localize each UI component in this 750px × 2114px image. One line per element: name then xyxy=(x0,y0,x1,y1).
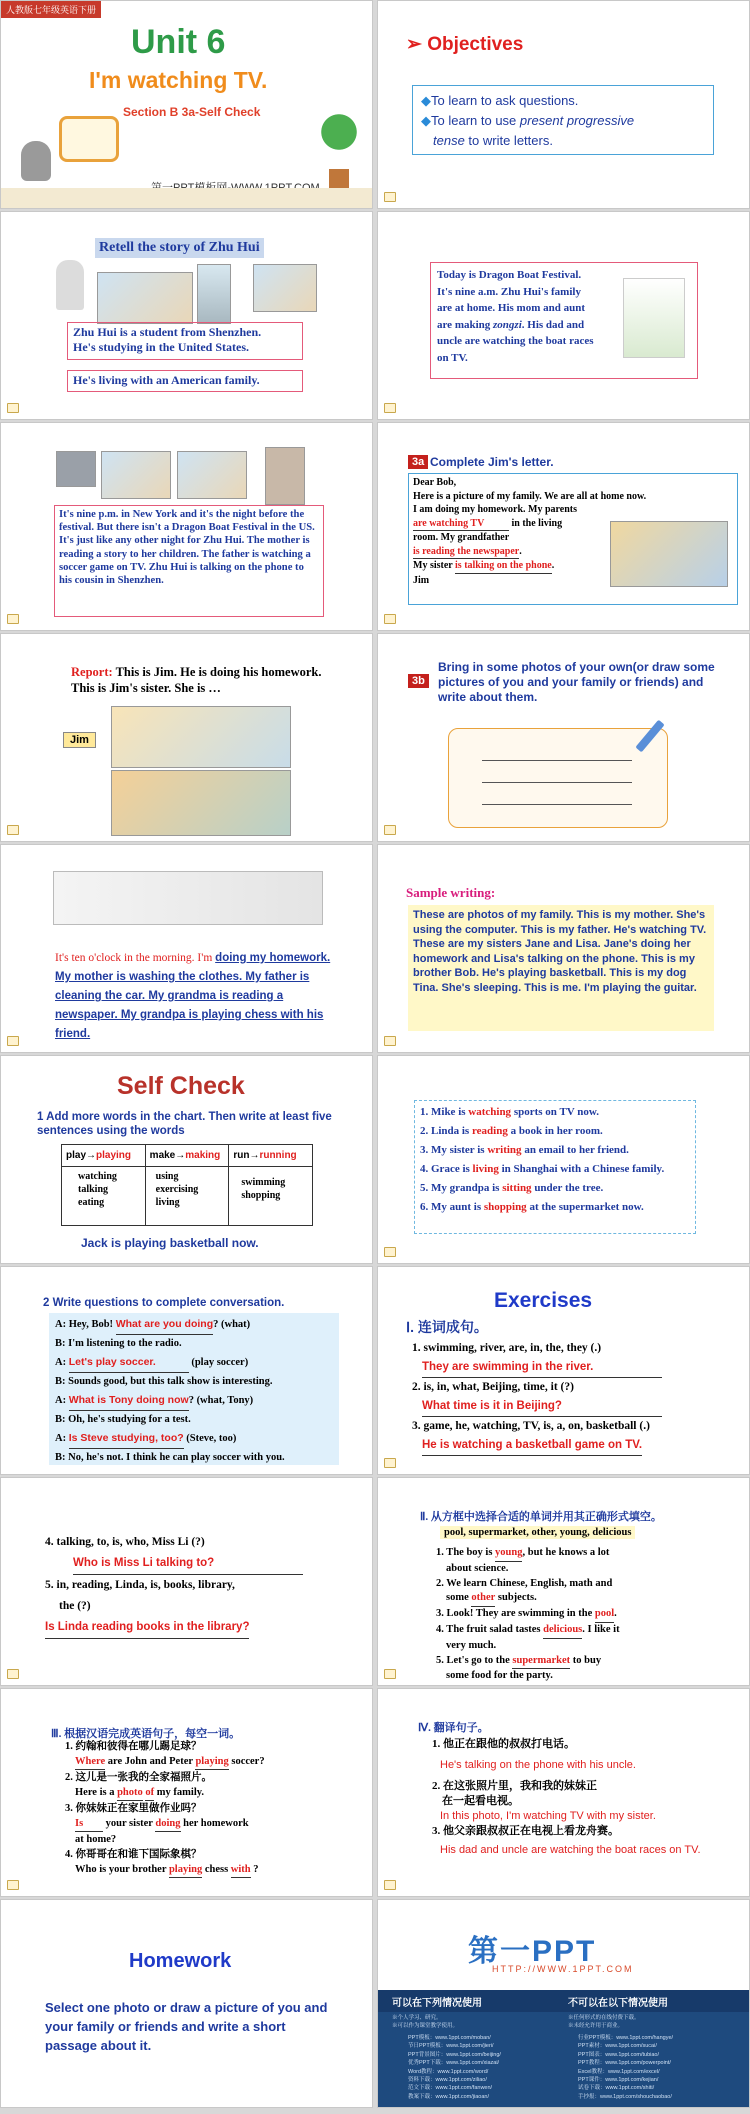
link[interactable]: PPT素材：www.1ppt.com/sucai/ xyxy=(578,2043,657,2050)
slide-12-sentences[interactable] xyxy=(377,1055,750,1264)
sentence-5: 5. My grandpa is sitting under the tree. xyxy=(420,1182,604,1194)
exercise-q5: 5. in, reading, Linda, is, books, library, xyxy=(45,1579,235,1591)
brand-url: HTTP://WWW.1PPT.COM xyxy=(492,1964,634,1974)
fill-item-3: 3. Look! They are swimming in the pool. xyxy=(436,1607,736,1623)
complete-answer-1a[interactable]: Where xyxy=(75,1754,105,1770)
complete-en-4: Who is your brother playing chess with ? xyxy=(65,1862,355,1878)
conversation-answer-3[interactable]: What is Tony doing now xyxy=(69,1391,189,1411)
page-icon xyxy=(384,192,396,202)
objectives-heading: ➢ Objectives xyxy=(406,34,524,55)
allowed-notes: ※个人学习、研究。 ※可以作为课堂教学使用。 xyxy=(392,2015,459,2029)
scroll-line-3 xyxy=(482,804,632,805)
page-icon xyxy=(7,825,19,835)
link[interactable]: PPT图表：www.1ppt.com/tubiao/ xyxy=(578,2051,660,2058)
word-chart xyxy=(61,1144,313,1226)
diamond-icon: ◆ xyxy=(421,93,431,108)
conversation-line-5: A: What is Tony doing now? (what, Tony) xyxy=(55,1391,333,1411)
letter-heading: Complete Jim's letter. xyxy=(430,455,554,469)
homework-heading: Homework xyxy=(129,1950,232,1972)
page-icon xyxy=(384,614,396,624)
chart-word: talking xyxy=(78,1184,109,1195)
retell-line-3: He's living with an American family. xyxy=(73,373,260,387)
complete-answer-2a[interactable]: photo xyxy=(117,1785,143,1801)
translate-answer-1: He's talking on the phone with his uncle. xyxy=(440,1759,636,1771)
exercise-block xyxy=(412,1339,732,1456)
tv-illustration xyxy=(59,116,119,162)
chart-word: exercising xyxy=(155,1184,199,1195)
complete-cn-1: 1. 约翰和彼得在哪儿踢足球？ xyxy=(65,1741,202,1752)
page-icon xyxy=(7,1036,19,1046)
complete-en-2: Here is a photo of my family. xyxy=(65,1785,355,1801)
slide-14-exercises[interactable] xyxy=(377,1266,750,1475)
page-icon xyxy=(384,825,396,835)
conversation-answer-4[interactable]: Is Steve studying, too? xyxy=(69,1429,184,1449)
slide-20-ad[interactable] xyxy=(377,1899,750,2108)
letter-line-5: room. My grandfather xyxy=(413,532,510,543)
chart-word: living xyxy=(155,1197,180,1208)
objective-2: ◆To learn to use present progressive tense to write letters. xyxy=(421,113,635,148)
slide-5-new-york[interactable] xyxy=(0,422,373,631)
conversation-line-2: B: I'm listening to the radio. xyxy=(55,1337,182,1349)
family-room-illustration xyxy=(111,770,291,836)
cat-illustration xyxy=(21,141,51,181)
page-icon xyxy=(7,614,19,624)
plant-illustration xyxy=(319,111,359,171)
conversation-instruction: 2 Write questions to complete conversation. xyxy=(43,1297,285,1309)
chart-word: shopping xyxy=(241,1190,281,1201)
zongzi-illustration xyxy=(623,278,685,358)
conversation-line-4: B: Sounds good, but this talk show is interesting. xyxy=(55,1375,273,1387)
sentence-4: 4. Grace is living in Shanghai with a Chinese family. xyxy=(420,1163,665,1175)
translate-cn-3: 3. 他父亲跟叔叔正在电视上看龙舟赛。 xyxy=(432,1825,619,1837)
sample-box xyxy=(408,905,714,1031)
self-check-heading: Self Check xyxy=(117,1072,245,1100)
page-icon xyxy=(384,1036,396,1046)
fill-answer-5[interactable]: supermarket xyxy=(512,1654,570,1670)
translate-cn-1: 1. 他正在跟他的叔叔打电话。 xyxy=(432,1738,575,1750)
example-text xyxy=(55,949,335,1044)
link[interactable]: Excel教程：www.1ppt.com/excel/ xyxy=(578,2068,660,2075)
lesson-title: I'm watching TV. xyxy=(89,67,268,93)
page-icon xyxy=(384,1458,396,1468)
letter-line-4: are watching TV in the living xyxy=(413,517,733,532)
sample-text: These are photos of my family. This is my mother. She's using the computer. This is my father. He's watching TV. These are my sisters Jane and Lisa. Jane's doing her homework and Lisa's talking on the phone. This is my brother Bob. He's playing basketball. This is my dog Tina. She's sleeping. This is me. I'm playing the guitar. xyxy=(413,909,707,994)
slide-2-objectives[interactable] xyxy=(377,0,750,209)
exercises-subheading: Ⅰ. 连词成句。 xyxy=(406,1319,488,1335)
self-check-example: Jack is playing basketball now. xyxy=(81,1236,259,1250)
fill-item-4: 4. The fruit salad tastes delicious. I like it xyxy=(436,1623,736,1639)
self-check-instruction: 1 Add more words in the chart. Then write at least five sentences using the words xyxy=(37,1111,332,1137)
scroll-line-1 xyxy=(482,760,632,761)
link[interactable]: 范文下载：www.1ppt.com/fanwen/ xyxy=(408,2085,493,2092)
jim-room-illustration xyxy=(111,706,291,768)
allowed-title: 可以在下列情况使用 xyxy=(392,1998,482,2009)
conversation-line-1: A: Hey, Bob! What are you doing? (what) xyxy=(55,1315,333,1335)
page-icon xyxy=(384,1880,396,1890)
letter-line-3: I am doing my homework. My parents xyxy=(413,504,577,515)
word-bank: pool, supermarket, other, young, delicious xyxy=(440,1526,635,1539)
chart-word: using xyxy=(155,1171,179,1182)
link[interactable]: 教案下载：www.1ppt.com/jiaoan/ xyxy=(408,2093,489,2100)
slide-4-festival[interactable] xyxy=(377,211,750,420)
objectives-box xyxy=(412,85,714,155)
report-body: This is Jim. He is doing his homework. This is Jim's sister. She is … xyxy=(71,665,322,695)
fill-item-2: 2. We learn Chinese, English, math and xyxy=(436,1577,613,1589)
textbook-badge: 人教版七年级英语下册 xyxy=(1,1,101,18)
complete-cn-3: 3. 你妹妹正在家里做作业吗？ xyxy=(65,1803,202,1814)
exercise-block-2 xyxy=(45,1532,355,1639)
exercise-q4: 4. talking, to, is, who, Miss Li (?) xyxy=(45,1536,205,1548)
report-label: Report: xyxy=(71,665,113,679)
slide-1-title[interactable] xyxy=(0,0,373,209)
disallowed-title: 不可以在以下情况使用 xyxy=(568,1998,668,2009)
link[interactable]: 优秀PPT下载：www.1ppt.com/xiazai/ xyxy=(408,2060,500,2067)
slide-3-retell[interactable] xyxy=(0,211,373,420)
retell-line-2: He's studying in the United States. xyxy=(73,340,250,354)
campus-photo xyxy=(97,272,193,324)
slide-7-report[interactable] xyxy=(0,633,373,842)
chart-col-3-head: run→running xyxy=(229,1145,312,1167)
new-york-box xyxy=(54,505,324,617)
slide-6-letter[interactable] xyxy=(377,422,750,631)
festival-line-2: It's nine a.m. Zhu Hui's family xyxy=(437,285,581,298)
translate-items xyxy=(432,1737,732,1858)
link[interactable]: PPT课件：www.1ppt.com/kejian/ xyxy=(578,2077,659,2084)
slide-18-translate[interactable] xyxy=(377,1688,750,1897)
diamond-icon: ◆ xyxy=(421,113,431,128)
chart-col-3 xyxy=(229,1145,312,1225)
sentence-1: 1. Mike is watching sports on TV now. xyxy=(420,1106,599,1118)
slide-17-translate-complete[interactable] xyxy=(0,1688,373,1897)
slide-16-fill-in[interactable] xyxy=(377,1477,750,1686)
scroll-line-2 xyxy=(482,782,632,783)
link[interactable]: 试卷下载：www.1ppt.com/shiti/ xyxy=(578,2085,655,2092)
fill-answer-4[interactable]: delicious xyxy=(543,1623,582,1639)
chart-col-1-head: play→playing xyxy=(62,1145,145,1167)
activity-sketches xyxy=(53,871,323,925)
fill-in-items xyxy=(436,1546,736,1684)
conversation-line-7: A: Is Steve studying, too? (Steve, too) xyxy=(55,1429,333,1449)
chart-word: watching xyxy=(78,1171,117,1182)
translate-cn-2b: 在一起看电视。 xyxy=(442,1795,519,1807)
conversation-box xyxy=(49,1313,339,1465)
fill-answer-1[interactable]: young xyxy=(495,1546,522,1562)
paper-scroll xyxy=(448,728,668,828)
fill-in-heading: Ⅱ. 从方框中选择合适的单词并用其正确形式填空。 xyxy=(420,1511,662,1523)
homework-text: Select one photo or draw a picture of you and your family or friends and write a short passage about it. xyxy=(45,2000,328,2053)
slide-10-sample[interactable] xyxy=(377,844,750,1053)
slide-15-exercises-cont[interactable] xyxy=(0,1477,373,1686)
conversation-line-6: B: Oh, he's studying for a test. xyxy=(55,1413,191,1425)
letter-signature: Jim xyxy=(413,574,430,586)
page-icon xyxy=(7,403,19,413)
slide-19-homework[interactable] xyxy=(0,1899,373,2108)
links-left xyxy=(408,2034,501,2101)
report-text xyxy=(71,664,331,696)
conversation-answer-2[interactable]: Let's play soccer. xyxy=(69,1353,189,1373)
conversation-line-3: A: Let's play soccer. (play soccer) xyxy=(55,1353,333,1373)
statue-photo xyxy=(197,264,231,324)
sentence-6: 6. My aunt is shopping at the supermarket now. xyxy=(420,1201,644,1213)
sentence-2: 2. Linda is reading a book in her room. xyxy=(420,1125,603,1137)
retell-box-1 xyxy=(67,322,303,360)
answer-3[interactable]: is talking on the phone xyxy=(455,559,552,574)
sample-heading: Sample writing: xyxy=(406,885,496,900)
chart-col-1 xyxy=(62,1145,146,1225)
chart-col-2 xyxy=(146,1145,230,1225)
complete-cn-4: 4. 你哥哥在和谁下国际象棋？ xyxy=(65,1849,202,1860)
exercise-a3[interactable]: He is watching a basketball game on TV. xyxy=(422,1436,642,1456)
exercises-heading: Exercises xyxy=(494,1289,593,1312)
example-body: doing my homework. My mother is washing the clothes. My father is cleaning the car. My grandma is reading a newspaper. My grandpa is playing chess with his friend. xyxy=(55,952,331,1040)
link[interactable]: 节日PPT模板：www.1ppt.com/jieri/ xyxy=(408,2043,494,2050)
answer-2[interactable]: is reading the newspaper xyxy=(413,545,519,560)
slide-13-conversation[interactable] xyxy=(0,1266,373,1475)
story-photo xyxy=(101,451,171,499)
chart-word: swimming xyxy=(241,1177,286,1188)
letter-greeting: Dear Bob, xyxy=(413,477,457,488)
link[interactable]: Word教程：www.1ppt.com/word/ xyxy=(408,2068,489,2075)
arrow-icon: ➢ xyxy=(406,34,428,55)
page-icon xyxy=(7,1880,19,1890)
fill-item-1-cont: about science. xyxy=(446,1562,509,1574)
retell-heading: Retell the story of Zhu Hui xyxy=(95,238,264,258)
links-right xyxy=(578,2034,673,2101)
jim-label: Jim xyxy=(63,732,96,748)
family-home-picture xyxy=(610,521,728,587)
exercise-a4[interactable]: Who is Miss Li talking to? xyxy=(73,1553,303,1575)
letter-line-2: Here is a picture of my family. We are all at home now. xyxy=(413,490,647,502)
link[interactable]: 资料下载：www.1ppt.com/ziliao/ xyxy=(408,2077,487,2084)
complete-en-1: Where are John and Peter playing soccer? xyxy=(65,1754,355,1770)
exercise-q1: 1. swimming, river, are, in, the, they (.) xyxy=(412,1342,602,1354)
complete-answer-4a[interactable]: playing xyxy=(169,1862,202,1878)
page-icon xyxy=(7,1669,19,1679)
boy-illustration xyxy=(56,260,84,310)
objective-1: ◆To learn to ask questions. xyxy=(421,93,579,108)
page-icon xyxy=(384,403,396,413)
phone-photo xyxy=(265,447,305,505)
slide-9-example[interactable] xyxy=(0,844,373,1053)
fill-answer-3[interactable]: pool xyxy=(595,1607,614,1623)
festival-line-3: are at home. His mom and aunt xyxy=(437,302,585,314)
chart-word: eating xyxy=(78,1197,105,1208)
link[interactable]: PPT模板：www.1ppt.com/moban/ xyxy=(408,2035,491,2041)
section-tag-3a: 3a xyxy=(408,455,428,469)
clock-photo xyxy=(56,451,96,487)
link[interactable]: PPT教程：www.1ppt.com/powerpoint/ xyxy=(578,2060,671,2067)
festival-line-1: Today is Dragon Boat Festival. xyxy=(437,269,582,281)
exercise-a1[interactable]: They are swimming in the river. xyxy=(422,1358,662,1378)
fill-item-2-cont: some other subjects. xyxy=(436,1591,736,1607)
section-subtitle: Section B 3a-Self Check xyxy=(123,105,261,119)
link[interactable]: PPT背景图片：www.1ppt.com/beijing/ xyxy=(408,2051,501,2058)
unit-title: Unit 6 xyxy=(131,23,226,61)
exercise-q2: 2. is, in, what, Beijing, time, it (?) xyxy=(412,1381,574,1393)
complete-answer-2b[interactable]: of xyxy=(145,1785,154,1801)
complete-answer-3b[interactable]: doing xyxy=(155,1816,180,1832)
complete-en-3: Is your sister doing her homework xyxy=(65,1816,355,1832)
exercise-q5b: the (?) xyxy=(59,1600,91,1612)
festival-line-5: uncle are watching the boat races xyxy=(437,335,594,347)
link[interactable]: 手抄报：www.1ppt.com/shouchaobao/ xyxy=(578,2093,672,2100)
letter-line-7: My sister is talking on the phone. xyxy=(413,559,733,574)
photos-instruction: Bring in some photos of your own(or draw some pictures of you and your family or friends) and write about them. xyxy=(438,660,715,704)
fill-answer-2[interactable]: other xyxy=(471,1591,495,1607)
exercise-a5[interactable]: Is Linda reading books in the library? xyxy=(45,1617,249,1639)
conversation-line-8: B: No, he's not. I think he can play soccer with you. xyxy=(55,1451,285,1463)
retell-box-2 xyxy=(67,370,303,392)
letter-line-6: is reading the newspaper. xyxy=(413,545,733,560)
slide-11-self-check[interactable] xyxy=(0,1055,373,1264)
complete-answer-3a[interactable]: Is xyxy=(75,1816,103,1832)
translate-answer-2: In this photo, I'm watching TV with my sister. xyxy=(440,1810,656,1822)
brand-logo: 第一PPT xyxy=(468,1935,597,1968)
family-photo xyxy=(253,264,317,312)
slide-8-photos[interactable] xyxy=(377,633,750,842)
exercise-q3: 3. game, he, watching, TV, is, a, on, basketball (.) xyxy=(412,1420,650,1432)
complete-cn-2: 2. 这儿是一张我的全家福照片。 xyxy=(65,1772,212,1783)
page-icon xyxy=(384,1669,396,1679)
section-tag-3b: 3b xyxy=(408,674,429,688)
sentence-3: 3. My sister is writing an email to her friend. xyxy=(420,1144,629,1156)
conversation-answer-1[interactable]: What are you doing xyxy=(116,1315,213,1335)
retell-line-1: Zhu Hui is a student from Shenzhen. xyxy=(73,325,262,339)
example-lead: It's ten o'clock in the morning. I'm xyxy=(55,952,216,964)
exercise-a2[interactable]: What time is it in Beijing? xyxy=(422,1397,662,1417)
answer-1[interactable]: are watching TV xyxy=(413,517,509,532)
fill-item-5-cont: some food for the party. xyxy=(446,1670,553,1682)
plant-pot xyxy=(329,169,349,189)
festival-line-6: on TV. xyxy=(437,351,468,364)
fill-item-1: 1. The boy is young, but he knows a lot xyxy=(436,1546,736,1562)
translate-heading: Ⅳ. 翻译句子。 xyxy=(418,1722,489,1734)
translate-cn-2: 2. 在这张照片里，我和我的妹妹正 xyxy=(432,1780,597,1792)
complete-en-3-cont: at home? xyxy=(75,1834,117,1845)
floor-line xyxy=(1,188,373,209)
sentence-box xyxy=(414,1100,696,1234)
fill-item-5: 5. Let's go to the supermarket to buy xyxy=(436,1654,736,1670)
complete-answer-1b[interactable]: playing xyxy=(195,1754,228,1770)
disallowed-notes: ※任何形式的在线付费下载。 ※未经允许用于商业。 xyxy=(568,2015,640,2029)
festival-line-4: are making zongzi. His dad and xyxy=(437,318,585,331)
fill-item-4-cont: very much. xyxy=(446,1639,497,1651)
chart-col-2-head: make→making xyxy=(146,1145,229,1167)
translate-answer-3: His dad and uncle are watching the boat races on TV. xyxy=(440,1844,701,1856)
link[interactable]: 行业PPT模板：www.1ppt.com/hangye/ xyxy=(578,2035,674,2041)
new-york-text: It's nine p.m. in New York and it's the night before the festival. But there isn't a Dragon Boat Festival in the US. It's just like any other night for Zhu Hui. The mother is reading a story to her children. The father is watching a soccer game on TV. Zhu Hui is talking on the phone to his cousin in Shenzhen. xyxy=(59,509,315,587)
soccer-tv-photo xyxy=(177,451,247,499)
complete-items xyxy=(65,1739,355,1878)
complete-answer-4b[interactable]: with xyxy=(231,1862,251,1878)
complete-heading: Ⅲ. 根据汉语完成英语句子，每空一词。 xyxy=(51,1728,241,1740)
page-icon xyxy=(384,1247,396,1257)
